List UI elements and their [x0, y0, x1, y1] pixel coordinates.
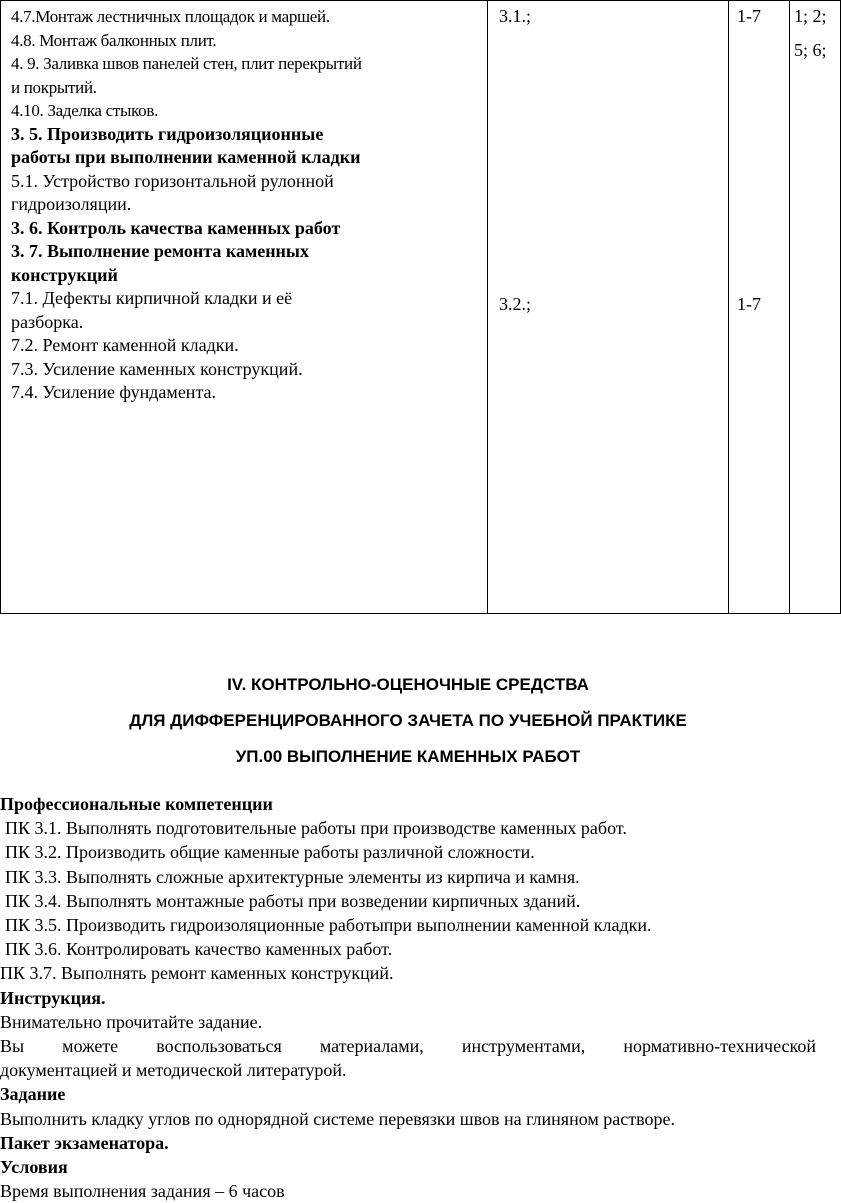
practice-title: УП.00 ВЫПОЛНЕНИЕ КАМЕННЫХ РАБОТ	[235, 747, 581, 766]
competency-item: ПК 3.6. Контролировать качество каменных работ.	[5, 939, 393, 960]
topic-line: 3. 7. Выполнение ремонта каменных	[11, 241, 309, 261]
competency-code-bottom: 3.2.;	[499, 294, 532, 314]
competency-codes-cell	[488, 1, 729, 614]
competency-item: ПК 3.5. Производить гидроизоляционные работыпри выполнении каменной кладки.	[5, 915, 652, 936]
general-range-top: 1-7	[737, 6, 761, 26]
topic-line: 4.8. Монтаж балконных плит.	[11, 30, 217, 50]
topics-cell	[1, 1, 488, 614]
topic-line: конструкций	[11, 264, 118, 285]
topic-line: 3. 5. Производить гидроизоляционные	[11, 123, 324, 144]
topic-line: 7.2. Ремонт каменной кладки.	[11, 335, 239, 355]
competencies-list	[0, 816, 816, 961]
topics-list	[11, 5, 477, 405]
topic-line: разборка.	[11, 311, 84, 332]
section-heading: IV. КОНТРОЛЬНО-ОЦЕНОЧНЫЕ СРЕДСТВА	[227, 675, 589, 694]
assessment-body	[0, 792, 816, 1203]
section-subheading: ДЛЯ ДИФФЕРЕНЦИРОВАННОГО ЗАЧЕТА ПО УЧЕБНОЙ ПРАКТИКЕ	[129, 711, 687, 730]
instruction-word: материалами,	[319, 1036, 424, 1057]
instruction-line-3: документацией и методической литературой.	[0, 1060, 347, 1081]
topic-line: и покрытий.	[11, 77, 97, 97]
instruction-line-1: Внимательно прочитайте задание.	[0, 1011, 263, 1032]
topic-line: 4. 9. Заливка швов панелей стен, плит перекрытий	[11, 54, 362, 73]
instruction-line-2	[0, 1034, 816, 1058]
topic-line: 7.3. Усиление каменных конструкций.	[11, 358, 303, 379]
examiner-title: Пакет экзаменатора.	[0, 1132, 169, 1153]
sources-line-1: 1; 2;	[794, 6, 827, 26]
conditions-title: Условия	[0, 1157, 68, 1178]
sources-cell	[790, 1, 841, 614]
task-title: Задание	[0, 1084, 66, 1105]
time-limit: Время выполнения задания – 6 часов	[0, 1181, 285, 1202]
competencies-title: Профессиональные компетенции	[0, 794, 273, 814]
instruction-word: воспользоваться	[156, 1036, 282, 1057]
instruction-word: Вы	[0, 1036, 25, 1057]
task-text: Выполнить кладку углов по однорядной системе перевязки швов на глиняном растворе.	[0, 1108, 675, 1129]
competency-item: ПК 3.4. Выполнять монтажные работы при возведении кирпичных зданий.	[5, 890, 581, 911]
topic-line: 7.1. Дефекты кирпичной кладки и её	[11, 288, 293, 308]
sources-line-2: 5; 6;	[794, 40, 827, 60]
competency-code-top: 3.1.;	[499, 6, 532, 26]
competency-item: ПК 3.3. Выполнять сложные архитектурные элементы из кирпича и камня.	[5, 866, 580, 887]
topic-line: 4.10. Заделка стыков.	[11, 101, 159, 120]
topic-line: 4.7.Монтаж лестничных площадок и маршей.	[11, 7, 330, 26]
topic-line: 7.4. Усиление фундамента.	[11, 382, 217, 402]
general-range-bottom: 1-7	[737, 294, 761, 314]
topic-line: 5.1. Устройство горизонтальной рулонной	[11, 170, 334, 191]
instruction-word: нормативно-технической	[623, 1036, 816, 1057]
competency-item: ПК 3.2. Производить общие каменные работы различной сложности.	[5, 842, 535, 863]
competency-item: ПК 3.1. Выполнять подготовительные работы при производстве каменных работ.	[5, 818, 627, 839]
instruction-word: можете	[62, 1036, 119, 1057]
competency-item-last: ПК 3.7. Выполнять ремонт каменных конструкций.	[0, 963, 394, 984]
topic-line: работы при выполнении каменной кладки	[11, 147, 361, 167]
topic-line: гидроизоляции.	[11, 194, 132, 214]
instruction-word: инструментами,	[461, 1036, 586, 1057]
general-competencies-cell	[729, 1, 790, 614]
topic-line: 3. 6. Контроль качества каменных работ	[11, 217, 341, 238]
instruction-title: Инструкция.	[0, 987, 106, 1008]
